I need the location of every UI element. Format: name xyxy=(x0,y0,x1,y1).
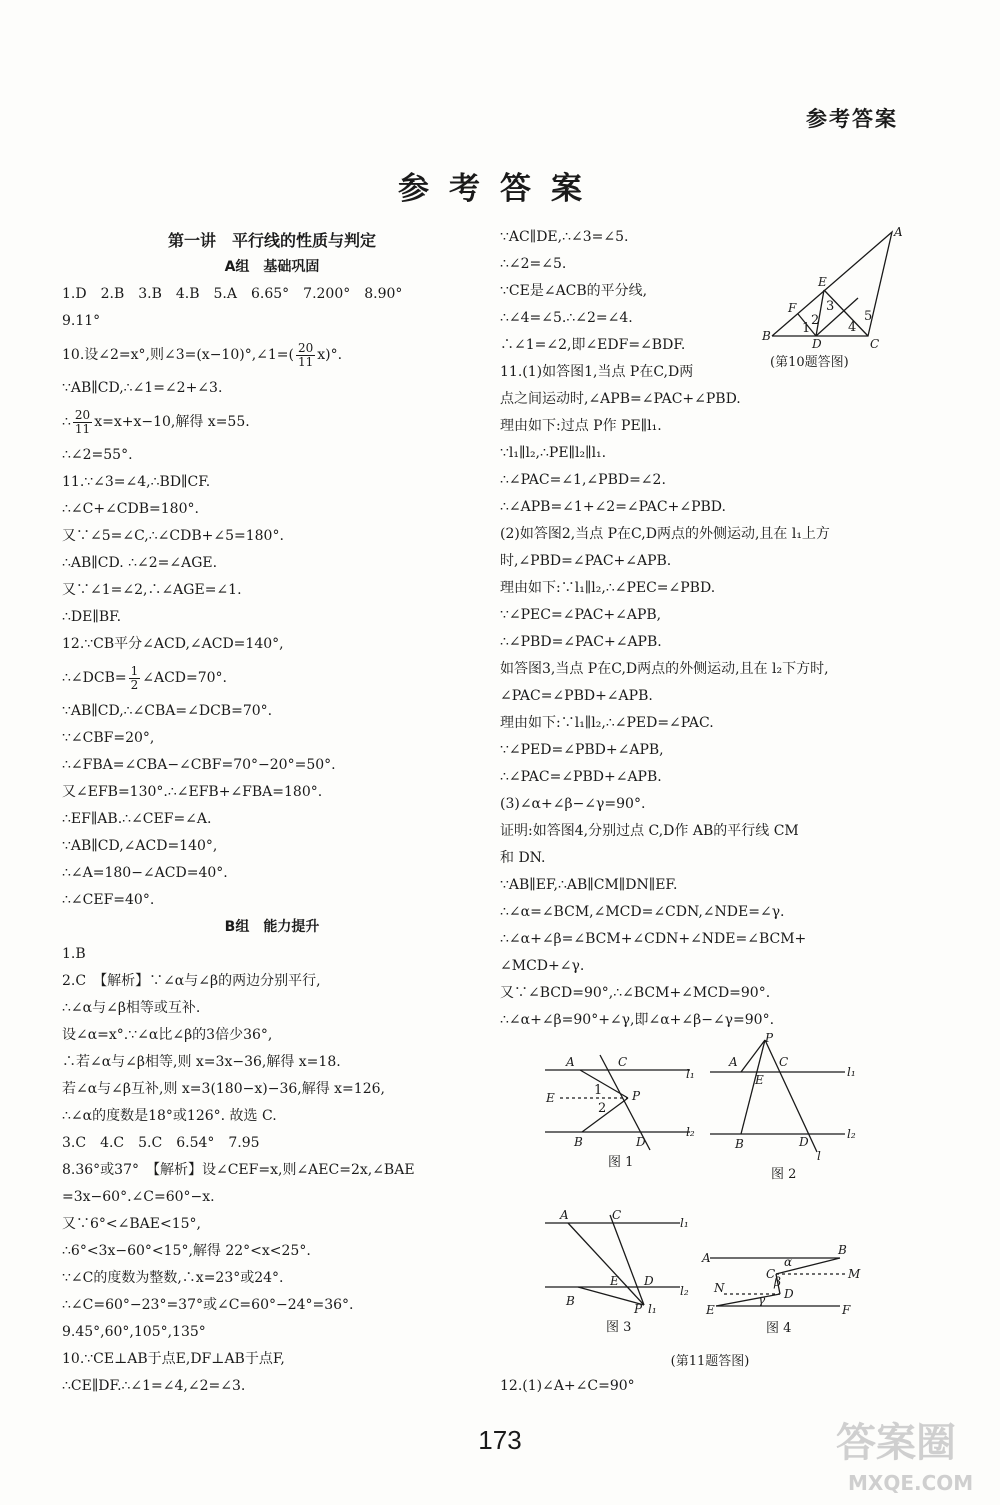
label-gamma: γ xyxy=(758,1293,766,1307)
answer-line: ∵AB∥CD,∠ACD=140°, xyxy=(62,838,218,854)
angle-3: 3 xyxy=(826,299,835,314)
watermark-text: 答案圈 xyxy=(836,1420,956,1466)
answer-line: 又∵∠5=∠C,∴∠CDB+∠5=180°. xyxy=(62,528,284,544)
text: x)°. xyxy=(317,347,343,363)
answer-line: ∴∠CEF=40°. xyxy=(62,892,155,908)
watermark-url: MXQE.COM xyxy=(848,1471,974,1495)
denominator: 11 xyxy=(298,354,314,369)
answer-line: 1.D 2.B 3.B 4.B 5.A 6.65° 7.200° 8.90° xyxy=(62,286,403,302)
answer-line: 11.(1)如答图1,当点 P在C,D两 xyxy=(500,364,694,380)
answer-line: ∴∠2=55°. xyxy=(62,447,133,463)
label-d: D xyxy=(636,1135,646,1149)
answer-line xyxy=(62,402,482,442)
figure-caption: 图 3 xyxy=(606,1320,632,1335)
figure-caption: (第10题答图) xyxy=(770,355,849,370)
label-c: C xyxy=(779,1055,789,1069)
segment-ap xyxy=(580,1070,628,1098)
answer-line: ∵∠C的度数为整数,∴x=23°或24°. xyxy=(62,1270,284,1286)
answer-line: 10.∵CE⊥AB于点E,DF⊥AB于点F, xyxy=(62,1351,285,1367)
label-b: B xyxy=(838,1243,847,1257)
answer-line: (3)∠α+∠β−∠γ=90°. xyxy=(500,796,646,812)
label-c: C xyxy=(766,1267,776,1281)
answer-line: 证明:如答图4,分别过点 C,D作 AB的平行线 CM xyxy=(500,823,799,839)
label-p: P xyxy=(634,1302,643,1316)
label-l2: l₂ xyxy=(847,1127,856,1141)
label-a: A xyxy=(894,225,903,239)
figure-q11-2 xyxy=(705,1030,865,1182)
label-e: E xyxy=(818,275,827,289)
figure-q11-1 xyxy=(540,1050,705,1170)
answer-line: ∵∠PEC=∠PAC+∠APB, xyxy=(500,607,662,623)
answer-line: 若∠α与∠β互补,则 x=3(180−x)−36,解得 x=126, xyxy=(62,1081,385,1097)
answer-line: ∵AB∥CD,∴∠1=∠2+∠3. xyxy=(62,380,223,396)
answer-line: 又∵6°<∠BAE<15°, xyxy=(62,1216,201,1232)
answer-line xyxy=(62,335,482,375)
label-n: N xyxy=(714,1281,725,1295)
label-l-sub: l₁ xyxy=(648,1302,657,1316)
figure-q11-4 xyxy=(700,1240,870,1340)
denominator: 11 xyxy=(74,421,91,436)
answer-line: ∴∠α=∠BCM,∠MCD=∠CDN,∠NDE=∠γ. xyxy=(500,904,785,920)
label-m: M xyxy=(848,1267,861,1281)
answer-line: ∠MCD+∠γ. xyxy=(500,958,585,974)
answer-line: 如答图3,当点 P在C,D两点的外侧运动,且在 l₂下方时, xyxy=(500,661,829,677)
answer-line: ∴∠PAC=∠1,∠PBD=∠2. xyxy=(500,472,666,488)
answer-line: ∴∠α+∠β=∠BCM+∠CDN+∠NDE=∠BCM+ xyxy=(500,931,807,947)
left-column xyxy=(62,227,482,1400)
angle-2: 2 xyxy=(811,313,820,328)
answer-line: ∵AC∥DE,∴∠3=∠5. xyxy=(500,229,629,245)
angle-1: 1 xyxy=(594,1083,603,1098)
answer-line: ∴∠α+∠β=90°+∠γ,即∠α+∠β−∠γ=90°. xyxy=(500,1012,775,1028)
answer-line: ∴∠A=180−∠ACD=40°. xyxy=(62,865,228,881)
figure-q11-3 xyxy=(540,1205,700,1340)
answer-line: 8.36°或37° 【解析】设∠CEF=x,则∠AEC=2x,∠BAE xyxy=(62,1162,415,1178)
answer-line: 又∵∠1=∠2,∴∠AGE=∠1. xyxy=(62,582,242,598)
answer-line: 和 DN. xyxy=(500,850,546,866)
watermark-logo xyxy=(830,1408,990,1498)
answer-line: =3x−60°.∠C=60°−x. xyxy=(62,1189,215,1205)
label-c: C xyxy=(618,1055,628,1069)
numerator: 1 xyxy=(130,663,139,678)
answer-line: ∵AB∥CD,∴∠CBA=∠DCB=70°. xyxy=(62,703,273,719)
answer-line: ∴DE∥BF. xyxy=(62,609,122,625)
label-a: A xyxy=(702,1251,711,1265)
answer-line: 2.C 【解析】∵∠α与∠β的两边分别平行, xyxy=(62,973,321,989)
answer-line: ∴∠FBA=∠CBA−∠CBF=70°−20°=50°. xyxy=(62,757,336,773)
answer-line: ∴6°<3x−60°<15°,解得 22°<x<25°. xyxy=(62,1243,311,1259)
label-c: C xyxy=(870,337,880,351)
answer-line: 设∠α=x°.∵∠α比∠β的3倍少36°, xyxy=(62,1027,273,1043)
figure-caption: 图 4 xyxy=(766,1321,792,1336)
answer-line: ∠PAC=∠PBD+∠APB. xyxy=(500,688,653,704)
answer-line: 9.45°,60°,105°,135° xyxy=(62,1324,206,1340)
label-d: D xyxy=(812,337,822,351)
label-l2: l₂ xyxy=(680,1284,689,1298)
answer-line: 理由如下:过点 P作 PE∥l₁. xyxy=(500,418,662,434)
triangle xyxy=(772,232,892,336)
label-p: P xyxy=(765,1031,774,1045)
text: x=x+x−10,解得 x=55. xyxy=(94,414,250,430)
answer-line: 又∵∠BCD=90°,∴∠BCM+∠MCD=90°. xyxy=(500,985,771,1001)
answer-line: ∴若∠α与∠β相等,则 x=3x−36,解得 x=18. xyxy=(62,1054,341,1070)
answer-line: 1.B xyxy=(62,946,86,962)
numerator: 20 xyxy=(74,407,91,422)
label-p: P xyxy=(632,1089,641,1103)
answer-line xyxy=(62,658,482,698)
answer-line: 点之间运动时,∠APB=∠PAC+∠PBD. xyxy=(500,391,741,407)
angle-5: 5 xyxy=(864,309,873,324)
answer-line: ∴CE∥DF.∴∠1=∠4,∠2=∠3. xyxy=(62,1378,246,1394)
label-d: D xyxy=(784,1287,794,1301)
text: ∴ xyxy=(62,414,71,430)
answer-line: ∴∠2=∠5. xyxy=(500,256,567,272)
answer-line: 3.C 4.C 5.C 6.54° 7.95 xyxy=(62,1135,260,1151)
denominator: 2 xyxy=(130,677,139,692)
answer-line: (2)如答图2,当点 P在C,D两点的外侧运动,且在 l₁上方 xyxy=(500,526,830,542)
angle-1: 1 xyxy=(802,321,811,336)
answer-line: ∴AB∥CD. ∴∠2=∠AGE. xyxy=(62,555,218,571)
label-a: A xyxy=(729,1055,738,1069)
label-c: C xyxy=(612,1208,622,1222)
text: ∴∠DCB= xyxy=(62,670,127,686)
answer-line: ∴∠PBD=∠PAC+∠APB. xyxy=(500,634,662,650)
answer-line: ∴∠1=∠2,即∠EDF=∠BDF. xyxy=(500,337,686,353)
group-a-heading: A组 基础巩固 xyxy=(224,259,320,275)
text: ∠ACD=70°. xyxy=(142,670,228,686)
answer-line: 理由如下:∵l₁∥l₂,∴∠PED=∠PAC. xyxy=(500,715,714,731)
answer-line: 时,∠PBD=∠PAC+∠APB. xyxy=(500,553,672,569)
answer-line: 12.(1)∠A+∠C=90° xyxy=(500,1378,635,1394)
label-f: F xyxy=(788,301,797,315)
page-number: 173 xyxy=(478,1425,522,1455)
answer-line: ∴∠C=60°−23°=37°或∠C=60°−24°=36°. xyxy=(62,1297,354,1313)
label-e: E xyxy=(706,1303,715,1317)
answer-line: ∵CE是∠ACB的平分线, xyxy=(500,283,648,299)
label-l1: l₁ xyxy=(680,1216,689,1230)
line-pd xyxy=(765,1040,817,1152)
lecture-title: 第一讲 平行线的性质与判定 xyxy=(167,231,376,250)
fraction xyxy=(129,665,141,692)
label-b: B xyxy=(735,1137,744,1151)
answer-line: ∴∠4=∠5.∴∠2=∠4. xyxy=(500,310,633,326)
fraction xyxy=(73,409,92,436)
label-e: E xyxy=(546,1091,555,1105)
segment-ap xyxy=(568,1223,644,1305)
answer-line: ∵∠PED=∠PBD+∠APB, xyxy=(500,742,664,758)
segment-de xyxy=(716,1294,780,1306)
answer-line: ∵l₁∥l₂,∴PE∥l₂∥l₁. xyxy=(500,445,607,461)
label-b: B xyxy=(762,329,771,343)
label-b: B xyxy=(574,1135,583,1149)
label-d: D xyxy=(799,1135,809,1149)
label-beta: β xyxy=(774,1275,781,1289)
page-title: 参考答案 xyxy=(398,171,602,207)
fraction xyxy=(296,342,315,369)
figure-q10 xyxy=(760,224,910,374)
running-header: 参考答案 xyxy=(806,107,898,131)
answer-line: 理由如下:∵l₁∥l₂,∴∠PEC=∠PBD. xyxy=(500,580,716,596)
label-b: B xyxy=(566,1294,575,1308)
segment-pb xyxy=(741,1040,765,1134)
answer-line: ∴∠α与∠β相等或互补. xyxy=(62,1000,201,1016)
figure-q11-caption: (第11题答图) xyxy=(670,1354,750,1369)
answer-line: ∴EF∥AB.∴∠CEF=∠A. xyxy=(62,811,212,827)
label-a: A xyxy=(560,1208,569,1222)
answer-line: 11.∵∠3=∠4,∴BD∥CF. xyxy=(62,474,211,490)
figure-caption: 图 1 xyxy=(608,1155,634,1170)
label-alpha: α xyxy=(784,1255,793,1269)
label-l1: l₁ xyxy=(847,1065,856,1079)
label-f: F xyxy=(842,1303,851,1317)
text: 10.设∠2=x°,则∠3=(x−10)°,∠1=( xyxy=(62,347,294,363)
answer-line: ∵AB∥EF,∴AB∥CM∥DN∥EF. xyxy=(500,877,678,893)
answer-line: ∴∠APB=∠1+∠2=∠PAC+∠PBD. xyxy=(500,499,726,515)
label-e: E xyxy=(755,1073,764,1087)
label-a: A xyxy=(566,1055,575,1069)
answer-line: ∴∠PAC=∠PBD+∠APB. xyxy=(500,769,662,785)
label-l-sub: l xyxy=(817,1149,821,1163)
label-l1: l₁ xyxy=(686,1067,695,1081)
group-b-heading: B组 能力提升 xyxy=(224,919,320,935)
answer-line: 9.11° xyxy=(62,313,101,329)
angle-2: 2 xyxy=(598,1101,607,1116)
figure-caption: 图 2 xyxy=(771,1167,797,1182)
numerator: 20 xyxy=(298,340,314,355)
label-l2: l₂ xyxy=(686,1125,695,1139)
label-d: D xyxy=(644,1274,654,1288)
answer-line: 12.∵CB平分∠ACD,∠ACD=140°, xyxy=(62,636,284,652)
answer-line: ∵∠CBF=20°, xyxy=(62,730,155,746)
label-e: E xyxy=(610,1274,619,1288)
segment-cp xyxy=(610,1215,644,1305)
answer-line: ∴∠α的度数是18°或126°. 故选 C. xyxy=(62,1108,277,1124)
answer-line: ∴∠C+∠CDB=180°. xyxy=(62,501,199,517)
answer-line: 又∠EFB=130°.∴∠EFB+∠FBA=180°. xyxy=(62,784,323,800)
angle-4: 4 xyxy=(848,320,857,335)
